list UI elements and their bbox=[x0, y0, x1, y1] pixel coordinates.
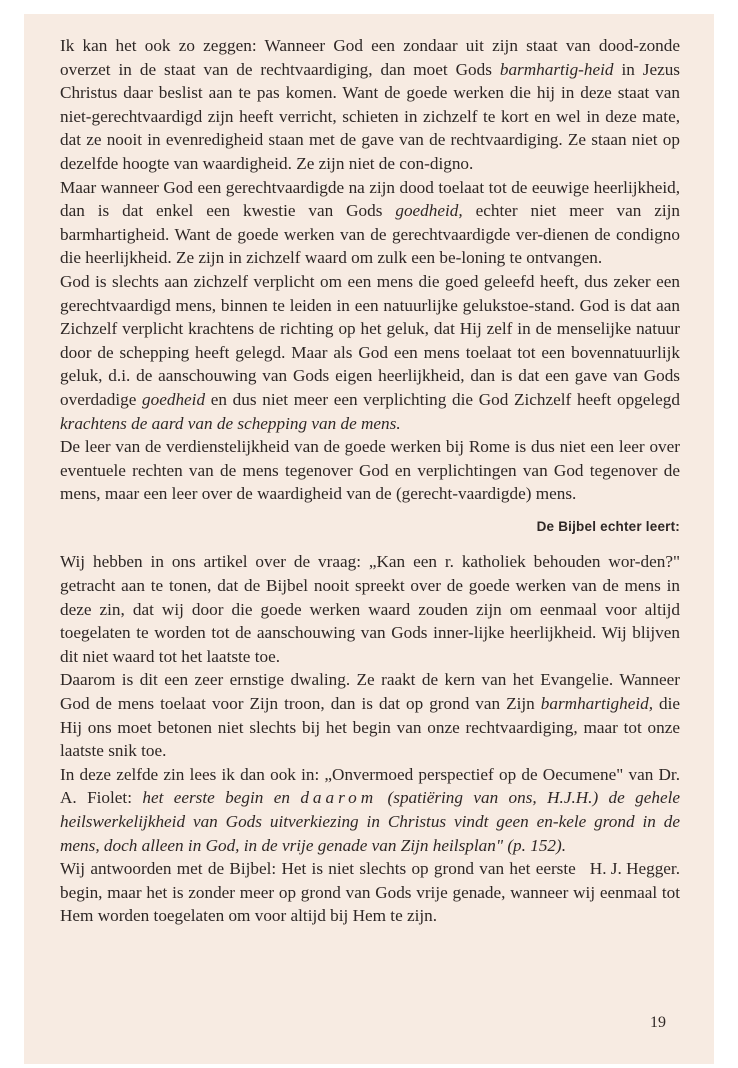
page-number: 19 bbox=[650, 1014, 666, 1031]
text-run: Wij hebben in ons artikel over de vraag: „Kan een r. katholiek behouden wor-den?" getracht aan te tonen, dat de Bijbel nooit spreekt over de goede werken van de mens in deze zin, dat wij door die goede werken waard zouden zijn om eenmaal voor altijd toegelaten te worden tot de aanschouwing van Gods inner-lijke heerlijkheid. Wij blijven dit niet waard tot het laatste toe. bbox=[60, 552, 680, 666]
signature: H. J. Hegger. bbox=[589, 859, 680, 879]
text-run: Daarom is dit een zeer ernstige dwaling. Ze raakt de kern van het Evangelie. Wanneer God de mens toelaat voor Zijn troon, dan is dat op grond van Zijn bbox=[60, 670, 680, 714]
paragraphs-top bbox=[60, 34, 680, 506]
text-run: in Jezus Christus daar beslist aan te pas komen. Want de goede werken die hij in deze staat van niet-gerechtvaardigd zijn heeft verricht, schieten in zichzelf te kort en wel in deze mate, dat ze nooit in evenredigheid staan met de gave van de rechtvaardiging. Ze staan niet op dezelfde hoogte van waardigheid. Ze zijn niet de con-digno. bbox=[60, 59, 680, 173]
italic-text: goedheid, bbox=[395, 201, 463, 221]
text-run: die Hij ons moet betonen niet slechts bij het begin van onze rechtvaardiging, maar tot onze laatste snik toe. bbox=[60, 694, 681, 761]
paragraph bbox=[60, 435, 680, 506]
paragraph bbox=[60, 668, 680, 762]
paragraph bbox=[60, 34, 680, 176]
italic-text: (spatiëring van ons, H.J.H.) de gehele heilswerkelijkheid van Gods uitverkiezing in Christus vindt geen en-kele grond in de mens, doch alleen in God, in de vrije genade van Zijn heilsplan" (p. 152). bbox=[60, 788, 681, 855]
paragraph bbox=[60, 857, 680, 928]
section-heading: De Bijbel echter leert: bbox=[536, 518, 680, 534]
paragraph bbox=[60, 550, 680, 668]
italic-text: daarom bbox=[300, 788, 378, 808]
italic-text: het eerste begin en bbox=[142, 788, 301, 808]
text-run: Maar wanneer God een gerechtvaardigde na zijn dood toelaat tot de eeuwige heerlijkheid, dan is dat enkel een kwestie van Gods bbox=[60, 177, 680, 221]
text-run: Wij antwoorden met de Bijbel: Het is niet slechts op grond van het eerste begin, maar het is zonder meer op grond van Gods vrije genade, wanneer wij eenmaal tot Hem worden toegelaten om voor altijd bij Hem te zijn. bbox=[60, 859, 680, 926]
text-run: In deze zelfde zin lees ik dan ook in: „Onvermoed perspectief op de Oecumene" van Dr. A. Fiolet: bbox=[60, 764, 680, 808]
paragraph bbox=[60, 763, 680, 857]
paragraph bbox=[60, 270, 680, 435]
paragraphs-bottom bbox=[60, 550, 680, 928]
text-run: echter niet meer van zijn barmhartigheid. Want de goede werken van de gerechtvaardigde ver-dienen de condigno die heerlijkheid. Ze zijn in zichzelf waard om zulk een be-loning te ontvangen. bbox=[60, 201, 680, 268]
text-run: God is slechts aan zichzelf verplicht om een mens die goed geleefd heeft, dus zeker een gerechtvaardigd mens, binnen te leiden in een natuurlijke gelukstoe-stand. God is dat aan Zichzelf verplicht krachtens de richting op het geluk, dat Hij zelf in de menselijke natuur door de schepping heeft gelegd. Maar als God een mens toelaat tot een bovennatuurlijk geluk, d.i. de aanschouwing van Gods eigen heerlijkheid, dan is dat een gave van Gods overdadige bbox=[60, 271, 680, 409]
italic-text: goedheid bbox=[142, 389, 206, 409]
italic-text: barmhartigheid, bbox=[540, 694, 653, 714]
text-run: en dus niet meer een verplichting die God Zichzelf heeft opgelegd bbox=[205, 389, 680, 409]
paragraph bbox=[60, 176, 680, 270]
italic-text: krachtens de aard van de schepping van de mens. bbox=[60, 413, 401, 433]
body-text bbox=[60, 34, 680, 928]
text-run: De leer van de verdienstelijkheid van de goede werken bij Rome is dus niet een leer over eventuele rechten van de mens tegenover God en verplichtingen van God tegenover de mens, maar een leer over de waardigheid van de (gerecht-vaardigde) mens. bbox=[60, 437, 680, 504]
italic-text: barmhartig-heid bbox=[499, 59, 614, 79]
text-run: Ik kan het ook zo zeggen: Wanneer God een zondaar uit zijn staat van dood-zonde overzet in de staat van de rechtvaardiging, dan moet Gods bbox=[60, 36, 680, 79]
book-page bbox=[24, 14, 714, 1064]
